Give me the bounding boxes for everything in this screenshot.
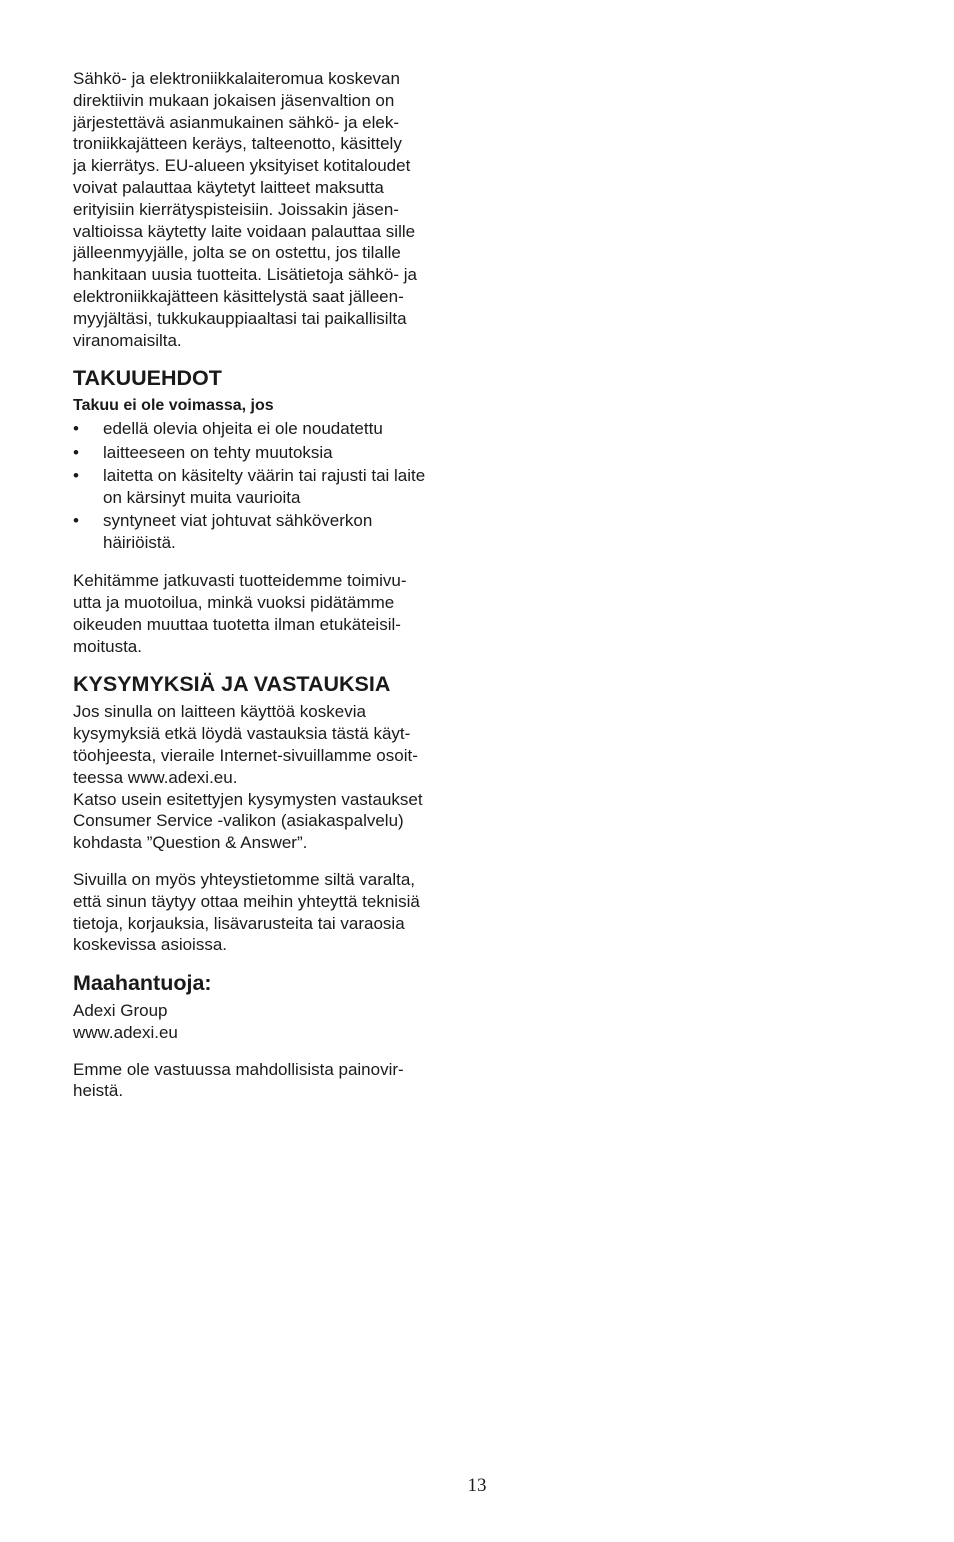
text-line: laitteeseen on tehty muutoksia — [103, 442, 333, 462]
text-line: edellä olevia ohjeita ei ole noudatettu — [103, 419, 383, 439]
text-line: Consumer Service -valikon (asiakaspalvelu) — [73, 811, 404, 831]
text-line: jälleenmyyjälle, jolta se on ostettu, jos tilalle — [73, 243, 401, 263]
text-line: viranomaisilta. — [73, 330, 182, 350]
bullet-icon: • — [73, 419, 79, 439]
text-line: koskevissa asioissa. — [73, 935, 228, 955]
text-line: että sinun täytyy ottaa meihin yhteyttä teknisiä — [73, 891, 420, 911]
text-line: kysymyksiä etkä löydä vastauksia tästä käyt- — [73, 724, 411, 744]
text-line: moitusta. — [73, 636, 142, 656]
contact-paragraph — [73, 869, 463, 956]
warranty-heading: TAKUUEHDOT — [73, 366, 222, 391]
importer-heading: Maahantuoja: — [73, 971, 212, 996]
text-line: direktiivin mukaan jokaisen jäsenvaltion on — [73, 90, 395, 110]
list-item — [73, 510, 463, 554]
text-line: järjestettävä asianmukainen sähkö- ja elek- — [73, 112, 400, 132]
warranty-subheading: Takuu ei ole voimassa, jos — [73, 397, 274, 415]
bullet-icon: • — [73, 511, 79, 531]
text-line: utta ja muotoilua, minkä vuoksi pidätämme — [73, 592, 395, 612]
text-line: troniikkajätteen keräys, talteenotto, käsittely — [73, 134, 402, 154]
text-line: elektroniikkajätteen käsittelystä saat jälleen- — [73, 286, 404, 306]
development-note — [73, 570, 463, 657]
page-number: 13 — [467, 1475, 487, 1496]
faq-paragraph — [73, 701, 463, 854]
text-line: hankitaan uusia tuotteita. Lisätietoja sähkö- ja — [73, 265, 418, 285]
text-line: heistä. — [73, 1081, 124, 1101]
paragraph-gap — [73, 854, 463, 869]
importer-website: www.adexi.eu — [73, 1022, 178, 1042]
disclaimer — [73, 1059, 463, 1103]
text-line: syntyneet viat johtuvat sähköverkon — [103, 511, 373, 531]
text-line: on kärsinyt muita vaurioita — [103, 487, 301, 507]
paragraph-gap — [73, 555, 463, 570]
text-line: töohjeesta, vieraile Internet-sivuillamme osoit- — [73, 745, 418, 765]
text-line: oikeuden muuttaa tuotetta ilman etukäteisil- — [73, 614, 401, 634]
bullet-icon: • — [73, 442, 79, 462]
text-line: Jos sinulla on laitteen käyttöä koskevia — [73, 702, 366, 722]
list-item — [73, 465, 463, 509]
importer-name: Adexi Group — [73, 1001, 168, 1021]
text-line: Sähkö- ja elektroniikkalaiteromua koskevan — [73, 69, 400, 88]
text-line: erityisiin kierrätyspisteisiin. Joissakin jäsen- — [73, 199, 399, 219]
list-item — [73, 442, 463, 464]
text-line: kohdasta ”Question & Answer”. — [73, 833, 308, 853]
document-column — [73, 68, 463, 1102]
importer-details — [73, 1000, 463, 1044]
paragraph-gap — [73, 1044, 463, 1059]
text-line: Emme ole vastuussa mahdollisista painovir- — [73, 1059, 404, 1079]
text-line: valtioissa käytetty laite voidaan palauttaa sille — [73, 221, 416, 241]
text-line: myyjältäsi, tukkukauppiaaltasi tai paikallisilta — [73, 308, 407, 328]
text-line: tietoja, korjauksia, lisävarusteita tai varaosia — [73, 913, 405, 933]
faq-heading: KYSYMYKSIÄ JA VASTAUKSIA — [73, 672, 391, 697]
text-line: Katso usein esitettyjen kysymysten vastaukset — [73, 789, 423, 809]
text-line: Kehitämme jatkuvasti tuotteidemme toimivu- — [73, 571, 407, 591]
text-line: ja kierrätys. EU-alueen yksityiset kotitaloudet — [73, 156, 411, 176]
text-line: voivat palauttaa käytetyt laitteet maksutta — [73, 177, 384, 197]
weee-paragraph — [73, 68, 463, 351]
warranty-conditions-list — [73, 418, 463, 553]
text-line: häiriöistä. — [103, 532, 176, 552]
list-item — [73, 418, 463, 440]
text-line: Sivuilla on myös yhteystietomme siltä varalta, — [73, 869, 416, 889]
text-line: teessa www.adexi.eu. — [73, 767, 238, 787]
text-line: laitetta on käsitelty väärin tai rajusti tai laite — [103, 465, 426, 485]
bullet-icon: • — [73, 465, 79, 485]
